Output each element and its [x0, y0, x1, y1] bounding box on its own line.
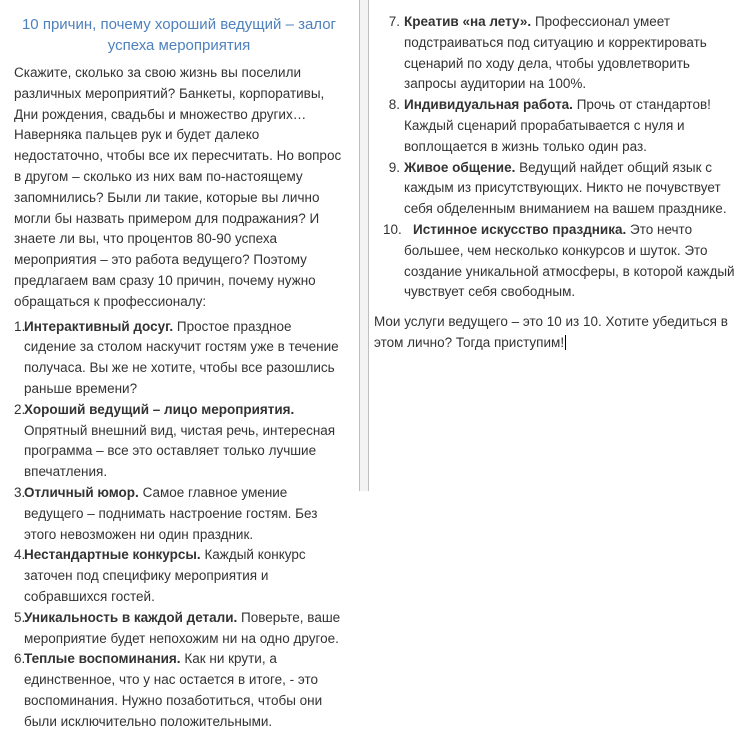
- list-item-lead: Хороший ведущий – лицо мероприятия.: [24, 401, 295, 417]
- list-item-lead: Индивидуальная работа.: [404, 97, 573, 113]
- list-item[interactable]: [374, 12, 740, 95]
- list-item-lead: Истинное искусство праздника.: [413, 221, 627, 237]
- text-cursor: [565, 335, 566, 350]
- list-item-text: Как ни крути, а единственное, что у нас остается в итоге, - это воспоминания. Нужно позаботиться, чтобы они были исключительно положительными.: [24, 651, 323, 729]
- list-item-lead: Креатив «на лету».: [404, 14, 532, 29]
- list-item[interactable]: [14, 545, 344, 607]
- list-item[interactable]: [14, 483, 344, 545]
- list-item-text: Поверьте, ваше мероприятие будет непохожим ни на одно другое.: [24, 609, 341, 646]
- list-item-lead: Теплые воспоминания.: [24, 651, 181, 667]
- list-item-number: 9.: [388, 159, 400, 175]
- document-title[interactable]: 10 причин, почему хороший ведущий – залог успеха мероприятия: [21, 16, 337, 54]
- list-item[interactable]: [14, 400, 344, 483]
- list-item-number: 6.: [14, 651, 26, 667]
- numbered-list-page2: [374, 12, 740, 303]
- page-divider: [359, 0, 369, 491]
- page-1: [0, 0, 359, 729]
- list-item[interactable]: [14, 317, 344, 400]
- list-item-text: Самое главное умение ведущего – поднимать настроение гостям. Без этого невозможен ни один праздник.: [24, 484, 318, 542]
- list-item[interactable]: [374, 158, 740, 220]
- list-item-number: 8.: [388, 97, 400, 113]
- list-item-number: 4.: [14, 547, 26, 563]
- list-item[interactable]: [374, 220, 740, 303]
- list-item[interactable]: [14, 608, 344, 650]
- list-item-text: Это нечто большее, чем несколько конкурсов и шуток. Это создание уникальной атмосферы, в которой каждый чувствует себя свободным.: [404, 221, 735, 300]
- list-item-lead: Отличный юмор.: [24, 484, 139, 500]
- intro-paragraph[interactable]: Скажите, сколько за свою жизнь вы поселили различных мероприятий? Банкеты, корпоративы, Дни рождения, свадьбы и множество других… Наверняка пальцев рук и будет далеко недостаточно, чтобы все их пересчитать. Но вопрос в другом – сколько из них вам по-настоящему запомнились? Были ли такие, которые вы лично могли бы назвать примером для подражания? И знаете ли вы, что процентов 80-90 успеха мероприятия – это работа ведущего? Поэтому предлагаем вам сразу 10 причин, почему нужно обращаться к профессионалу:: [14, 65, 342, 309]
- list-item-number: 2.: [14, 401, 26, 417]
- page-2: [369, 0, 753, 491]
- list-item-text: Прочь от стандартов! Каждый сценарий прорабатывается с нуля и воплощается в жизнь только один раз.: [404, 97, 711, 154]
- list-item-number: 1.: [14, 318, 26, 334]
- list-item-number: 7.: [388, 14, 400, 29]
- list-item-number: 10.: [383, 221, 402, 237]
- closing-text: Мои услуги ведущего – это 10 из 10. Хотите убедиться в этом лично? Тогда приступим!: [374, 314, 728, 350]
- list-item-number: 5.: [14, 609, 26, 625]
- list-item-lead: Нестандартные конкурсы.: [24, 547, 201, 563]
- list-item-number: 3.: [14, 484, 26, 500]
- list-item-text: Опрятный внешний вид, чистая речь, интересная программа – все это оставляет только лучшие впечатления.: [24, 422, 336, 480]
- list-item-lead: Интерактивный досуг.: [24, 318, 174, 334]
- list-item[interactable]: [14, 649, 344, 732]
- list-item-text: Ведущий найдет общий язык с каждым из присутствующих. Никто не почувствует себя обделенным вниманием на вашем празднике.: [404, 159, 727, 217]
- closing-paragraph[interactable]: [374, 312, 740, 354]
- list-item-lead: Уникальность в каждой детали.: [24, 609, 238, 625]
- list-item-lead: Живое общение.: [404, 159, 516, 175]
- numbered-list-page1: [14, 317, 344, 733]
- list-item-text: Простое праздное сидение за столом наскучит гостям уже в течение получаса. Вы же не хотите, чтобы все разошлись раньше времени?: [24, 318, 339, 396]
- list-item-text: Профессионал умеет подстраиваться под ситуацию и корректировать сценарий по ходу дела, чтобы удовлетворить запросы аудитории на 100%.: [404, 14, 707, 92]
- list-item[interactable]: [374, 95, 740, 157]
- list-item-text: Каждый конкурс заточен под специфику мероприятия и собравшихся гостей.: [24, 547, 306, 604]
